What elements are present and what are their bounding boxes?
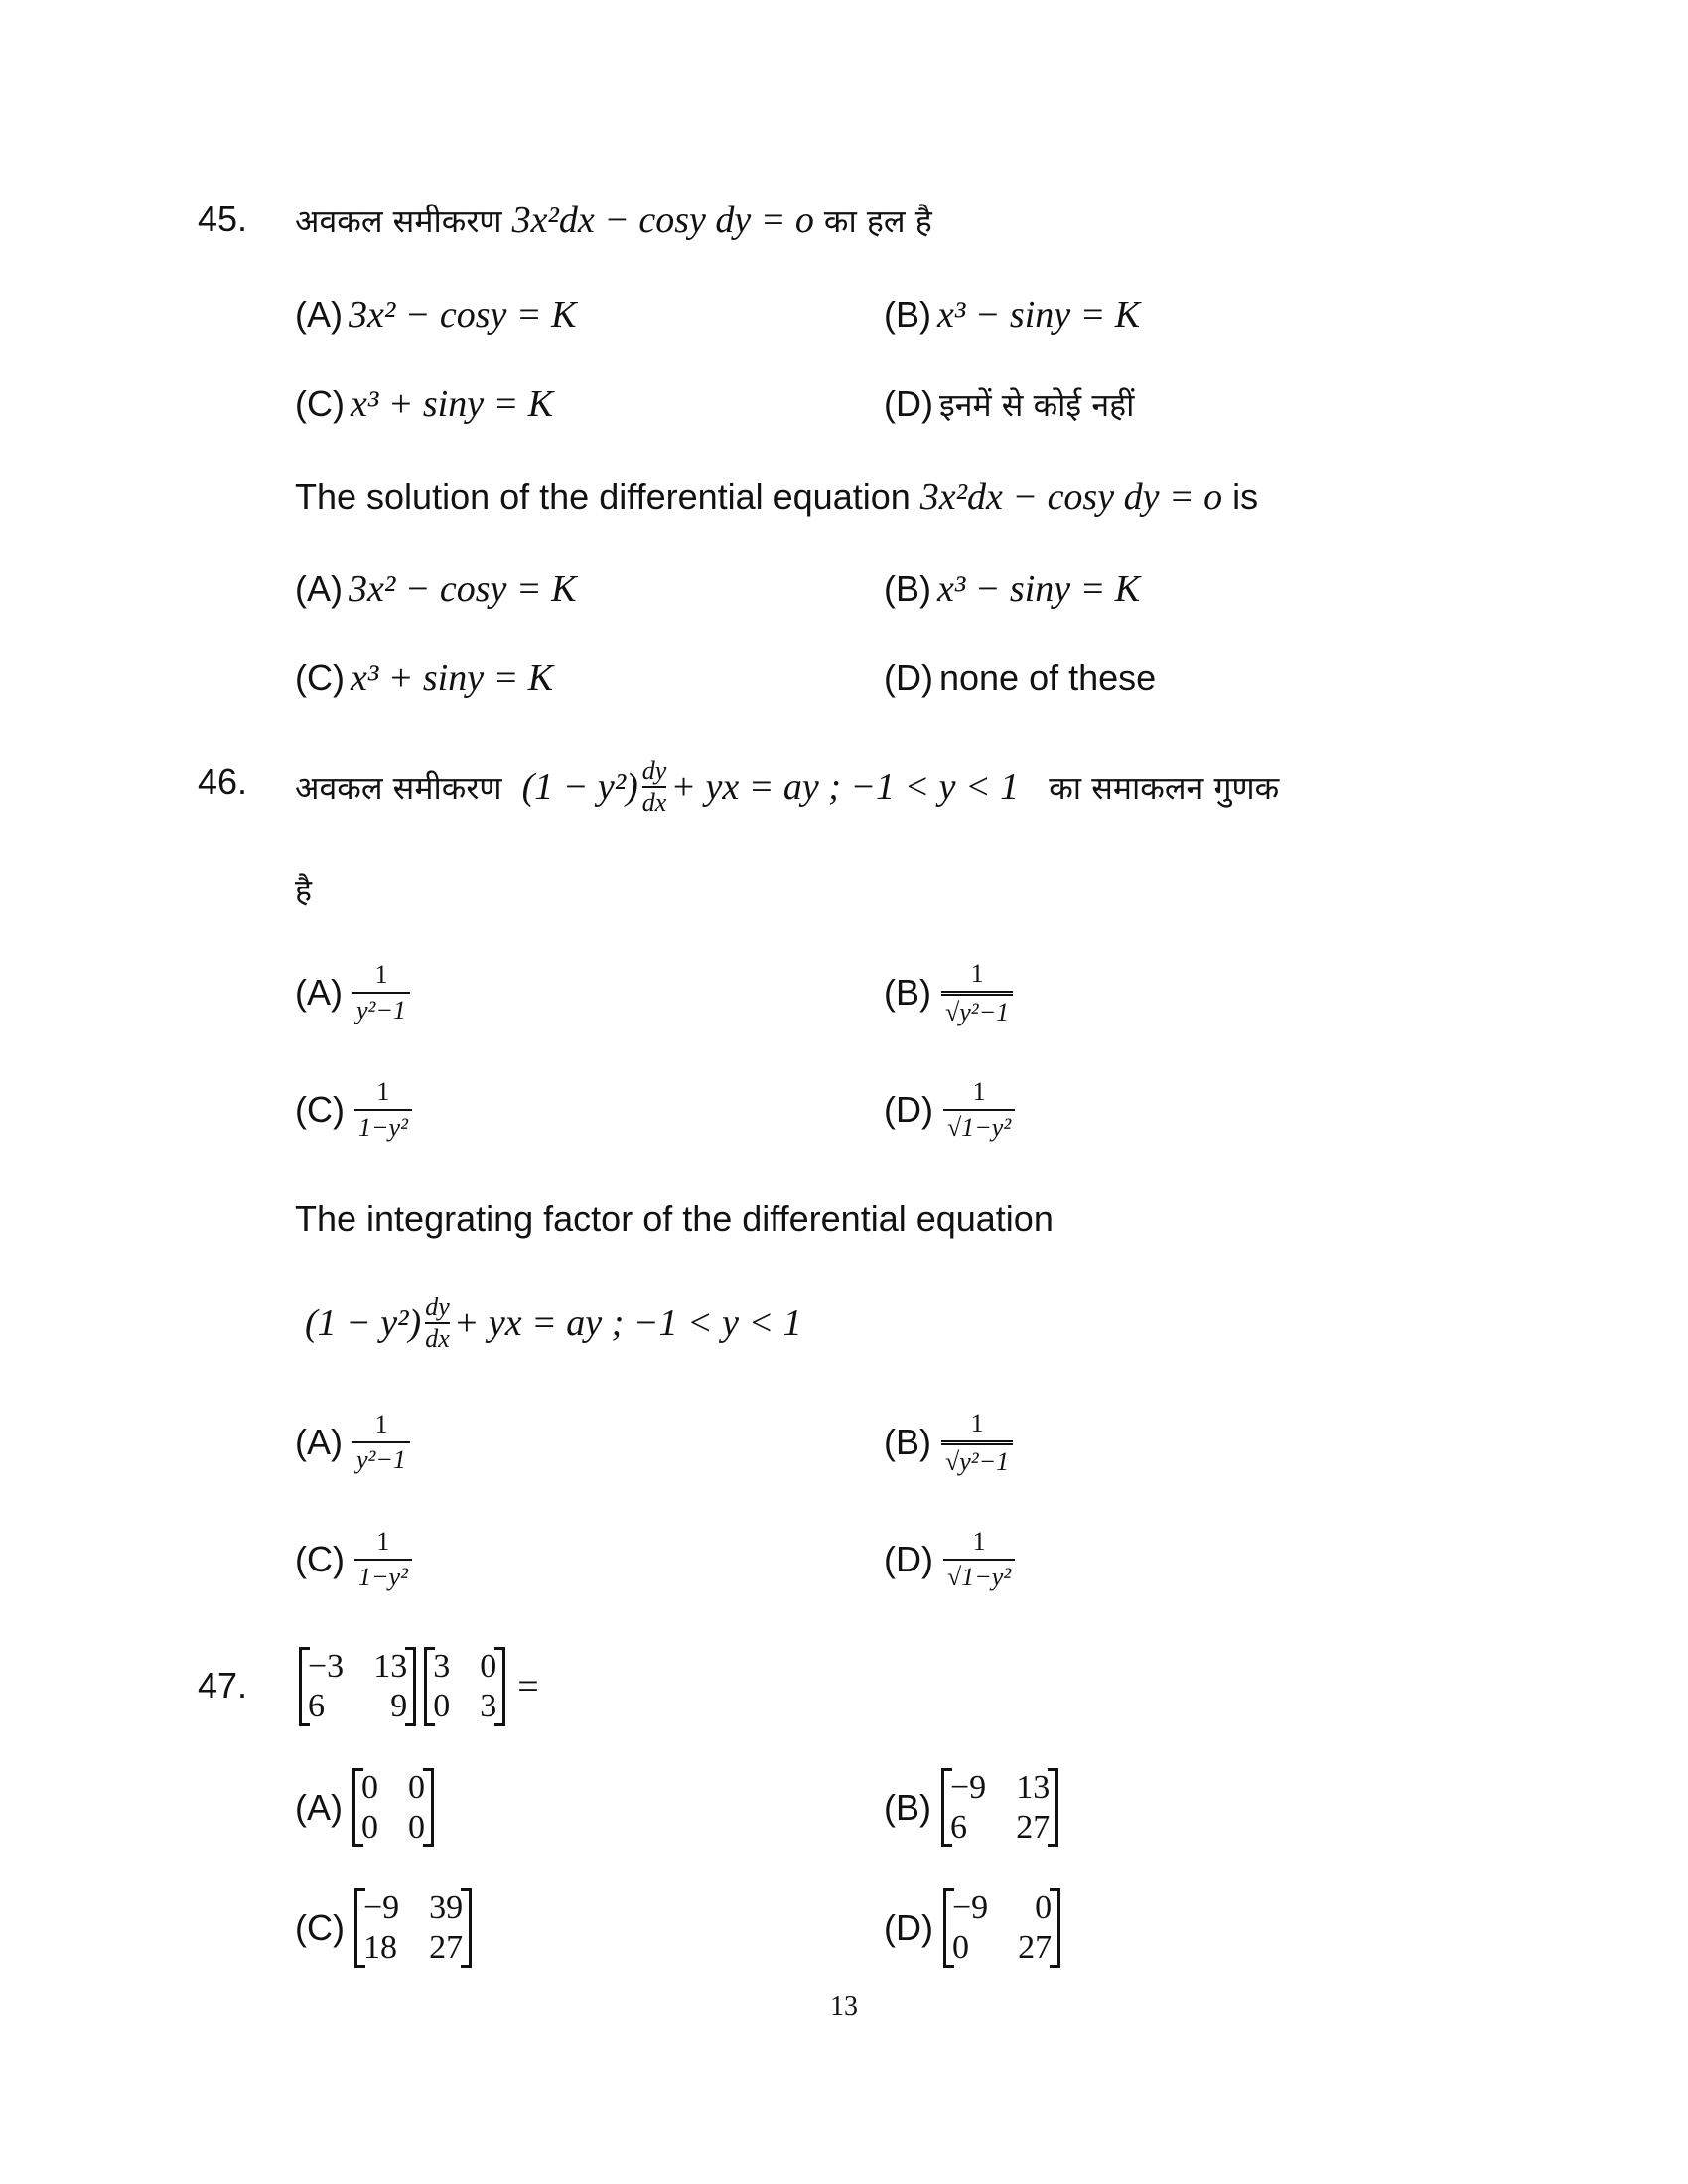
matrix-cell: 13: [1016, 1769, 1051, 1806]
option-label: (C): [295, 1539, 345, 1579]
option-label: (A): [295, 1787, 343, 1828]
matrix-cell: 0: [1035, 1889, 1053, 1926]
fraction-denominator: √1−y²: [943, 1109, 1015, 1143]
matrix-cell: 0: [480, 1648, 497, 1685]
option-a: [295, 285, 576, 344]
fraction-denominator: y²−1: [352, 1441, 410, 1475]
stem-text: अवकल समीकरण: [295, 202, 502, 240]
option-a: [295, 559, 576, 618]
matrix-cell: 0: [408, 1769, 425, 1806]
option-b: [884, 285, 1140, 344]
option-label: (C): [295, 657, 345, 698]
option-d: [884, 1886, 1064, 1970]
fraction-numerator: dy: [641, 756, 667, 785]
stem-text: का समाकलन गुणक: [1049, 768, 1280, 807]
page-number: 13: [830, 1991, 858, 2022]
option-d: [884, 648, 1156, 708]
option-label: (A): [295, 1422, 343, 1462]
fraction-numerator: 1: [972, 1077, 986, 1106]
option-c: [295, 1075, 416, 1145]
matrix-cell: 0: [361, 1809, 378, 1845]
option-a: [295, 1766, 438, 1849]
matrix-cell: −9: [951, 1889, 989, 1926]
option-label: (D): [884, 383, 933, 424]
option-label: (C): [295, 383, 345, 424]
stem-equation: + yx = ay ; −1 < y < 1: [453, 1302, 802, 1344]
fraction: [354, 1527, 412, 1592]
q47-stem: [295, 1645, 539, 1728]
fraction: [354, 1077, 412, 1143]
fraction-denominator: 1−y²: [354, 1109, 412, 1143]
option-b: [884, 1766, 1062, 1849]
matrix-cell: 6: [308, 1688, 325, 1724]
option-text: none of these: [938, 657, 1157, 698]
q45-hindi-stem: [295, 191, 932, 250]
stem-equation: 3x²dx − cosy dy = o: [511, 200, 814, 241]
fraction: [943, 1077, 1015, 1143]
stem-text: अवकल समीकरण: [295, 768, 502, 807]
derivative-fraction: [425, 1293, 450, 1354]
option-label: (A): [295, 972, 343, 1013]
fraction: [352, 960, 410, 1025]
option-label: (D): [884, 1539, 933, 1579]
fraction-numerator: 1: [374, 960, 388, 989]
option-label: (C): [295, 1907, 345, 1948]
fraction-numerator: dy: [425, 1293, 450, 1321]
matrix-cell: −9: [950, 1769, 987, 1806]
option-math: x³ − siny = K: [937, 568, 1141, 610]
stem-equation: (1 − y²): [305, 1302, 422, 1344]
matrix-cell: 13: [373, 1648, 408, 1685]
option-math: x³ + siny = K: [350, 657, 554, 699]
stem-text: है: [295, 871, 312, 909]
fraction-numerator: 1: [970, 1408, 984, 1437]
fraction-denominator: y²−1: [352, 992, 410, 1025]
fraction: [352, 1410, 410, 1475]
matrix: [941, 1768, 1058, 1847]
fraction-numerator: 1: [970, 958, 984, 988]
fraction-numerator: 1: [972, 1527, 986, 1556]
fraction: [943, 1527, 1015, 1592]
stem-equation: (1 − y²): [521, 766, 638, 808]
option-math: 3x² − cosy = K: [349, 294, 577, 336]
option-label: (B): [884, 1787, 931, 1828]
fraction-denominator: √y²−1: [941, 991, 1013, 1027]
option-label: (D): [884, 1089, 933, 1130]
matrix: [943, 1888, 1060, 1968]
option-d: [884, 374, 1134, 434]
fraction-denominator: dx: [425, 1324, 450, 1353]
stem-text-continued: [295, 860, 312, 919]
matrix-cell: −3: [308, 1648, 345, 1685]
option-math: x³ + siny = K: [350, 383, 554, 425]
fraction-numerator: 1: [376, 1077, 390, 1106]
matrix-cell: 39: [429, 1889, 464, 1926]
option-d: [884, 1525, 1019, 1594]
option-c: [295, 1525, 416, 1594]
fraction-numerator: 1: [374, 1410, 388, 1438]
stem-text: The solution of the differential equation: [295, 477, 911, 517]
matrix: [352, 1768, 434, 1847]
q46-english-stem: [295, 1189, 1054, 1249]
fraction-denominator: √y²−1: [941, 1440, 1013, 1477]
option-math: x³ − siny = K: [937, 294, 1141, 336]
matrix-cell: 3: [433, 1648, 451, 1685]
option-c: [295, 1886, 476, 1970]
matrix-cell: −9: [362, 1889, 400, 1926]
matrix-cell: 3: [480, 1688, 497, 1724]
matrix-cell: 0: [408, 1809, 425, 1845]
option-label: (D): [884, 657, 933, 698]
q45-english-stem: [295, 468, 1258, 527]
option-label: (B): [884, 294, 931, 335]
option-math: 3x² − cosy = K: [349, 568, 577, 610]
matrix-cell: 18: [362, 1929, 397, 1966]
option-a: [295, 1408, 414, 1477]
q46-english-equation: [305, 1289, 802, 1358]
option-label: (B): [884, 568, 931, 609]
question-number: 45.: [198, 199, 248, 239]
matrix-cell: 6: [950, 1809, 967, 1845]
equals-sign: =: [517, 1666, 539, 1707]
matrix-cell: 0: [361, 1769, 378, 1806]
stem-text: का हल है: [823, 202, 932, 240]
option-b: [884, 1408, 1017, 1477]
stem-equation: 3x²dx − cosy dy = o: [919, 477, 1223, 518]
q46-hindi-stem: [295, 752, 1279, 822]
option-label: (A): [295, 294, 343, 335]
option-label: (A): [295, 568, 343, 609]
option-label: (B): [884, 1422, 931, 1462]
fraction: [941, 959, 1013, 1027]
matrix-cell: 0: [951, 1929, 969, 1966]
matrix-cell: 9: [390, 1688, 408, 1724]
stem-text: is: [1232, 477, 1259, 517]
matrix-cell: 27: [1016, 1809, 1051, 1845]
derivative-fraction: [642, 756, 667, 818]
option-label: (B): [884, 972, 931, 1013]
option-label: (D): [884, 1907, 933, 1948]
option-b: [884, 958, 1017, 1027]
question-number: 47.: [198, 1665, 248, 1706]
option-text: इनमें से कोई नहीं: [938, 385, 1135, 424]
matrix: [299, 1647, 416, 1726]
matrix-cell: 27: [1018, 1929, 1053, 1966]
matrix-cell: 0: [433, 1688, 451, 1724]
option-a: [295, 958, 414, 1027]
matrix-cell: 27: [429, 1929, 464, 1966]
fraction-denominator: 1−y²: [354, 1559, 412, 1592]
matrix: [354, 1888, 472, 1968]
fraction-numerator: 1: [376, 1527, 390, 1556]
fraction: [941, 1409, 1013, 1477]
stem-text: The integrating factor of the differential equation: [295, 1198, 1054, 1239]
fraction-denominator: dx: [641, 788, 667, 817]
question-number: 46.: [198, 761, 248, 802]
option-c: [295, 648, 553, 708]
option-b: [884, 559, 1140, 618]
option-d: [884, 1075, 1019, 1145]
option-label: (C): [295, 1089, 345, 1130]
matrix: [424, 1647, 505, 1726]
fraction-denominator: √1−y²: [943, 1559, 1015, 1592]
stem-equation: + yx = ay ; −1 < y < 1: [670, 766, 1020, 808]
option-c: [295, 374, 553, 434]
